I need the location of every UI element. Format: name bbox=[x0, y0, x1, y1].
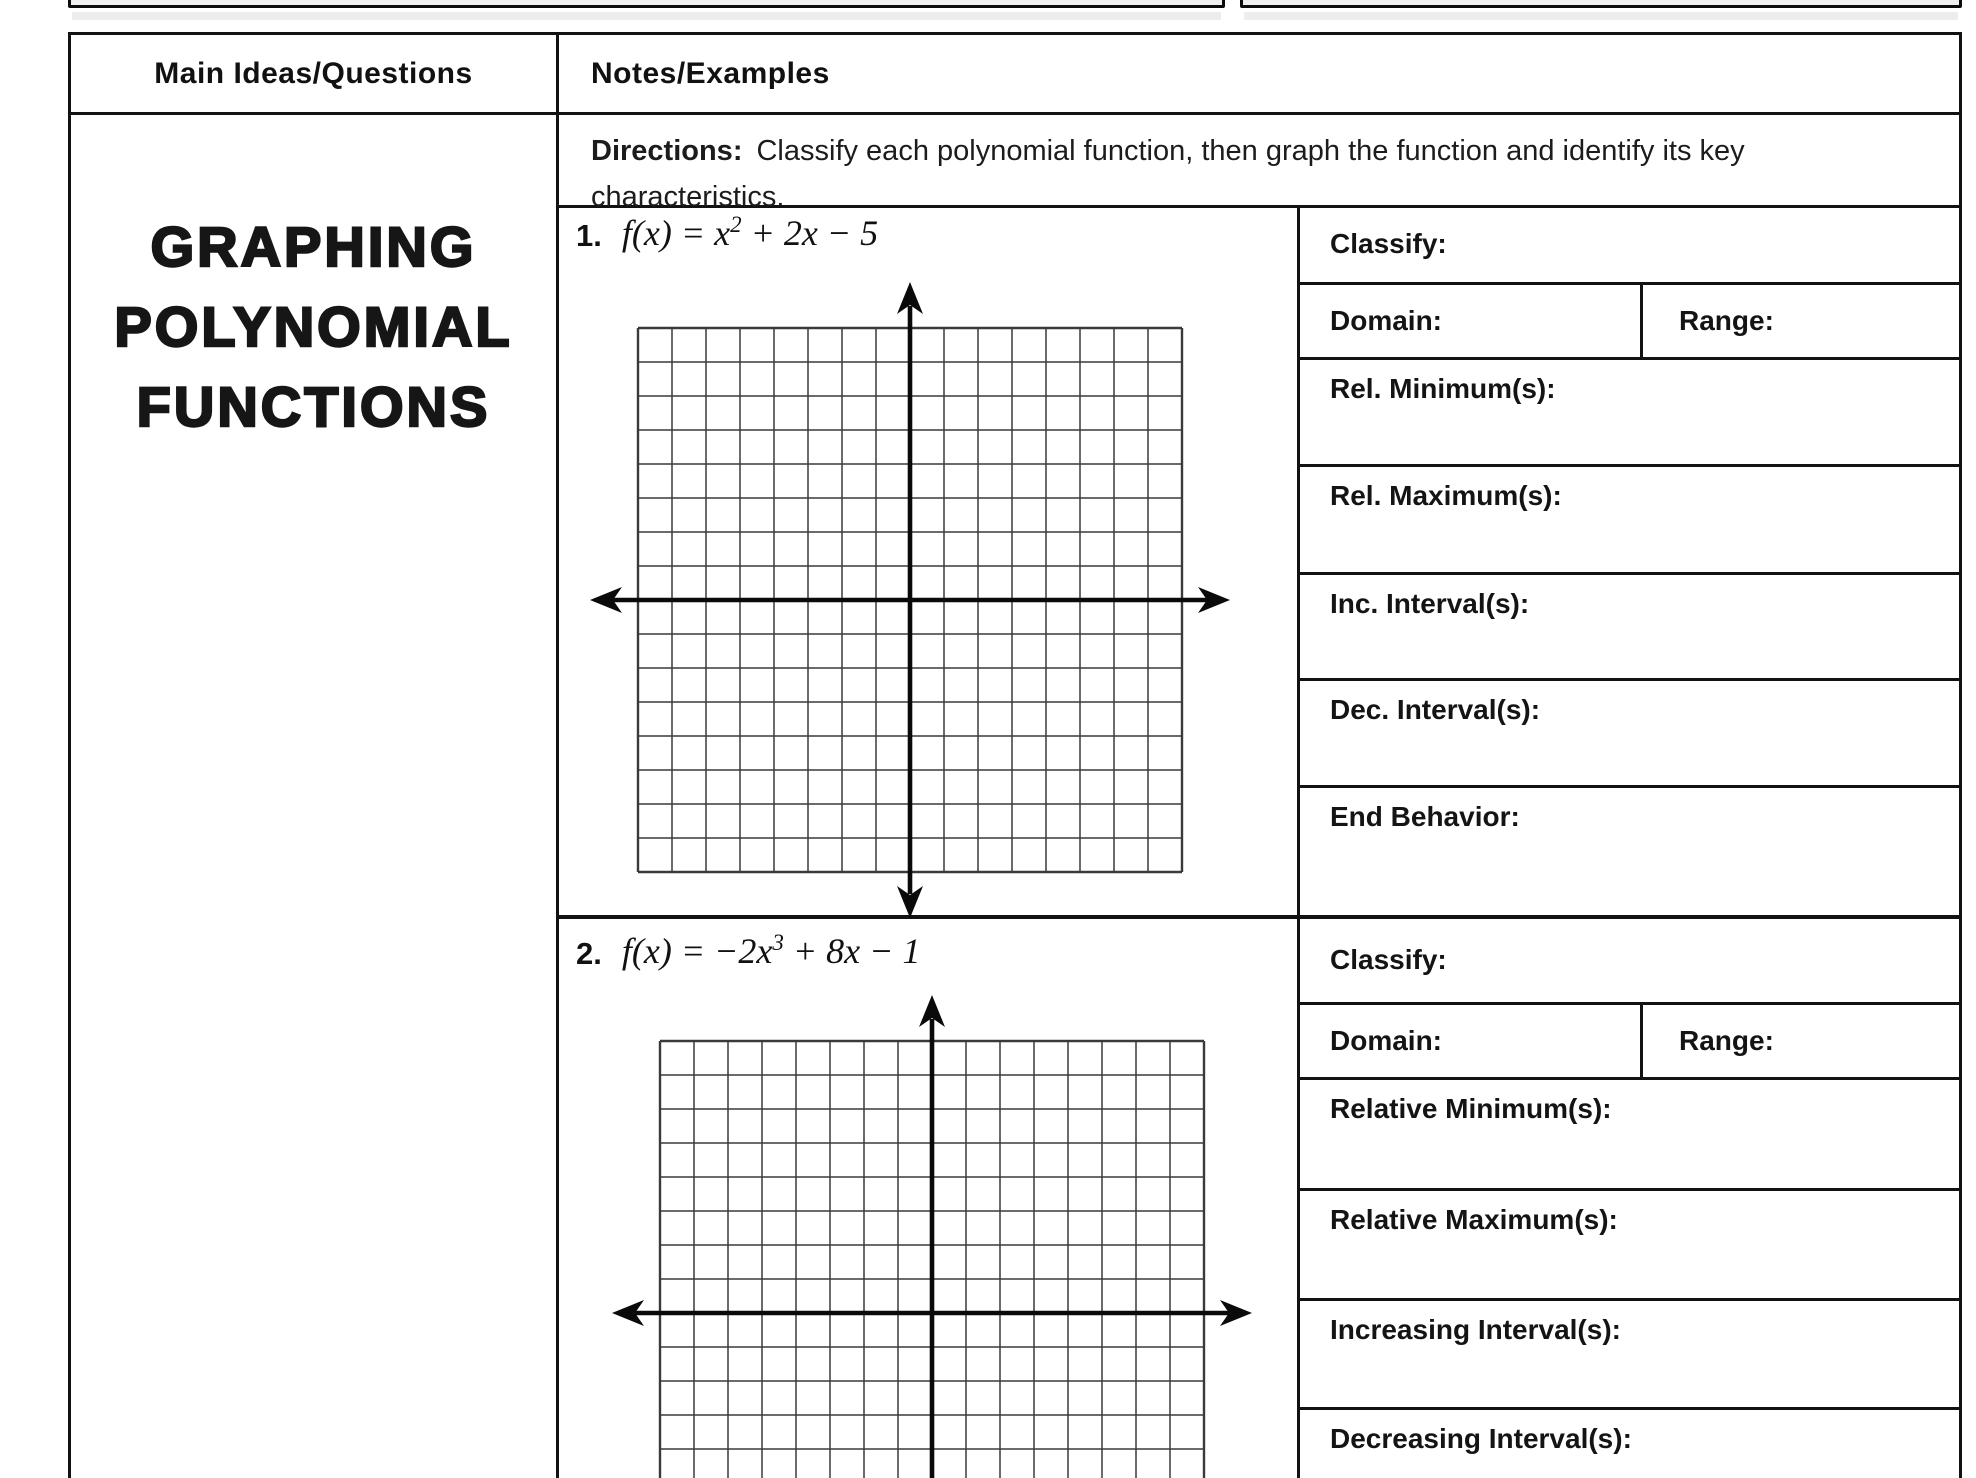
field-dec-interval-1: Dec. Interval(s): bbox=[1330, 694, 1541, 725]
problem-1-formula bbox=[576, 212, 878, 254]
title-line-1: GRAPHING bbox=[150, 215, 477, 278]
problem-2-function: $f(x) = -2x^3 + 8x - 1$ bbox=[621, 930, 921, 971]
field-domain-1: Domain: bbox=[1330, 305, 1442, 336]
field-inc-interval-1: Inc. Interval(s): bbox=[1330, 588, 1530, 619]
problem-1-number: 1. bbox=[576, 218, 602, 253]
field-domain-2: Domain: bbox=[1330, 1025, 1442, 1056]
widget-shadow-right bbox=[1244, 12, 1958, 20]
coordinate-grid-2 bbox=[588, 983, 1288, 1478]
cropped-top-widget-left[interactable] bbox=[68, 0, 1225, 8]
worksheet-table bbox=[68, 32, 1962, 1478]
field-inc-interval-2: Increasing Interval(s): bbox=[1330, 1314, 1621, 1345]
coordinate-grid-1 bbox=[566, 270, 1266, 930]
problem-1-function: $f(x) = x^2 + 2x - 5$ bbox=[621, 212, 879, 253]
worksheet-title bbox=[71, 207, 556, 447]
header-main-ideas-label: Main Ideas/Questions bbox=[154, 56, 473, 90]
title-line-3: FUNCTIONS bbox=[136, 375, 491, 438]
field-end-behavior-1: End Behavior: bbox=[1330, 801, 1520, 832]
directions-body: Classify each polynomial function, then graph the function and identify its key characteristics. bbox=[591, 135, 1745, 213]
header-notes bbox=[559, 35, 1959, 112]
problem-2-formula bbox=[576, 930, 920, 972]
title-line-2: POLYNOMIAL bbox=[114, 295, 513, 358]
cropped-top-widget-right[interactable] bbox=[1240, 0, 1962, 8]
field-classify-2: Classify: bbox=[1330, 944, 1447, 975]
widget-shadow-left bbox=[72, 12, 1221, 20]
field-range-2: Range: bbox=[1679, 1025, 1774, 1056]
problem-2-number: 2. bbox=[576, 936, 602, 971]
field-rel-max-1: Rel. Maximum(s): bbox=[1330, 480, 1562, 511]
header-notes-label: Notes/Examples bbox=[591, 56, 830, 90]
field-rel-min-1: Rel. Minimum(s): bbox=[1330, 373, 1556, 404]
header-main-ideas bbox=[71, 35, 556, 112]
field-dec-interval-2: Decreasing Interval(s): bbox=[1330, 1423, 1632, 1454]
field-rel-max-2: Relative Maximum(s): bbox=[1330, 1204, 1618, 1235]
column-divider bbox=[556, 35, 559, 1478]
field-rel-min-2: Relative Minimum(s): bbox=[1330, 1093, 1612, 1124]
field-classify-1: Classify: bbox=[1330, 227, 1447, 259]
directions-label: Directions: bbox=[591, 135, 743, 167]
field-range-1: Range: bbox=[1679, 305, 1774, 336]
